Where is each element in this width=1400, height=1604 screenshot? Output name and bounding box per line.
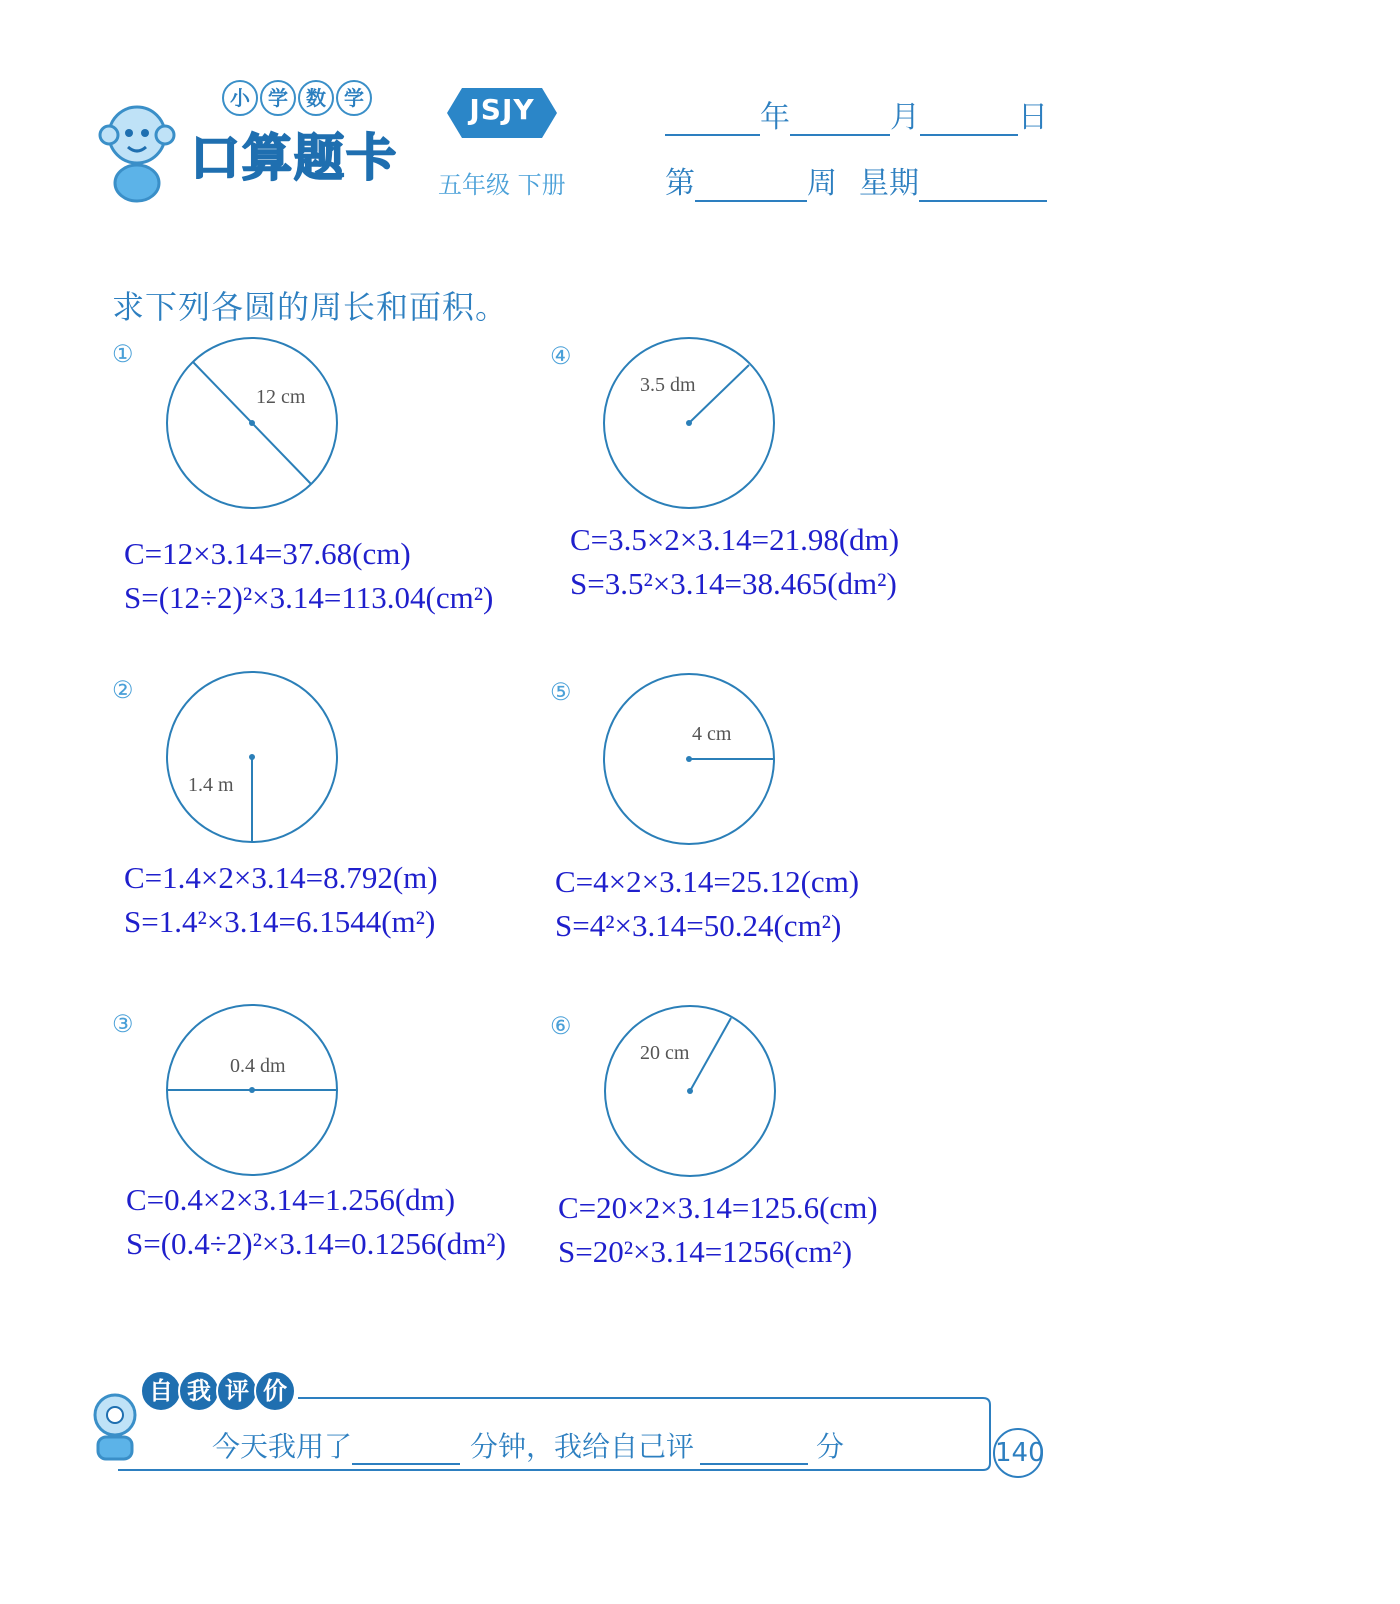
problem-number: ④ — [550, 342, 572, 370]
grade-label: 五年级 下册 — [438, 171, 566, 199]
subtitle-char: 学 — [336, 80, 372, 116]
answer-circumference: C=3.5×2×3.14=21.98(dm) — [570, 522, 900, 557]
circle-label: 3.5 dm — [640, 374, 696, 396]
month-label: 月 — [890, 100, 920, 135]
problem-number: ⑥ — [550, 1012, 572, 1040]
year-label: 年 — [760, 100, 790, 135]
self-eval-char: 评 — [216, 1370, 258, 1412]
week-blank[interactable] — [695, 170, 807, 202]
footer-sentence — [212, 1425, 844, 1465]
badge-label: JSJY — [469, 93, 535, 126]
circle-diagram-3 — [160, 1002, 345, 1182]
footer-text-before: 今天我用了 — [212, 1430, 353, 1463]
answer-area: S=1.4²×3.14=6.1544(m²) — [124, 904, 436, 939]
footer-text-after: 分 — [816, 1430, 845, 1463]
circle-label: 1.4 m — [188, 774, 234, 796]
week-label: 周 — [807, 166, 837, 201]
footer-text-middle: 分钟，我给自己评 — [470, 1430, 695, 1463]
date-row — [665, 92, 1048, 136]
day-label: 日 — [1018, 100, 1048, 135]
page-number: 140 — [993, 1428, 1043, 1478]
problem-number: ① — [112, 340, 134, 368]
circle-diagram-2 — [160, 668, 345, 848]
month-blank[interactable] — [790, 104, 890, 136]
answer-circumference: C=0.4×2×3.14=1.256(dm) — [126, 1182, 456, 1217]
answer-circumference: C=1.4×2×3.14=8.792(m) — [124, 860, 438, 895]
circle-label: 12 cm — [256, 386, 306, 408]
circle-diagram-1 — [160, 333, 345, 513]
weekday-label: 星期 — [859, 166, 919, 201]
subtitle-char: 学 — [260, 80, 296, 116]
brand-title: 口算题卡 — [190, 129, 398, 187]
circle-label: 0.4 dm — [230, 1055, 286, 1077]
answer-area: S=(0.4÷2)²×3.14=0.1256(dm²) — [126, 1226, 506, 1261]
answer-area: S=3.5²×3.14=38.465(dm²) — [570, 566, 897, 601]
answer-area: S=20²×3.14=1256(cm²) — [558, 1234, 853, 1269]
weekday-blank[interactable] — [919, 170, 1047, 202]
self-eval-char: 我 — [178, 1370, 220, 1412]
year-blank[interactable] — [665, 104, 760, 136]
circle-label: 20 cm — [640, 1042, 690, 1064]
circle-diagram-4 — [598, 334, 783, 514]
subtitle-char: 小 — [222, 80, 258, 116]
minutes-blank[interactable] — [352, 1435, 460, 1465]
answer-area: S=(12÷2)²×3.14=113.04(cm²) — [124, 580, 494, 615]
self-eval-char: 自 — [140, 1370, 182, 1412]
self-eval-char: 价 — [254, 1370, 296, 1412]
subtitle-char: 数 — [298, 80, 334, 116]
week-row — [665, 158, 1047, 202]
week-prefix: 第 — [665, 166, 695, 201]
answer-circumference: C=12×3.14=37.68(cm) — [124, 536, 411, 571]
score-blank[interactable] — [700, 1435, 808, 1465]
answer-area: S=4²×3.14=50.24(cm²) — [555, 908, 842, 943]
day-blank[interactable] — [920, 104, 1018, 136]
monkey-mascot-icon — [92, 95, 182, 205]
self-evaluation-title — [140, 1370, 292, 1412]
problem-number: ③ — [112, 1010, 134, 1038]
circle-diagram-5 — [598, 670, 783, 850]
instruction-text: 求下列各圆的周长和面积。 — [112, 288, 509, 326]
circle-diagram-6 — [598, 1004, 783, 1184]
problem-number: ② — [112, 676, 134, 704]
circle-label: 4 cm — [692, 723, 732, 745]
subtitle-circles — [222, 80, 372, 116]
answer-circumference: C=4×2×3.14=25.12(cm) — [555, 864, 860, 899]
answer-circumference: C=20×2×3.14=125.6(cm) — [558, 1190, 878, 1225]
problem-number: ⑤ — [550, 678, 572, 706]
